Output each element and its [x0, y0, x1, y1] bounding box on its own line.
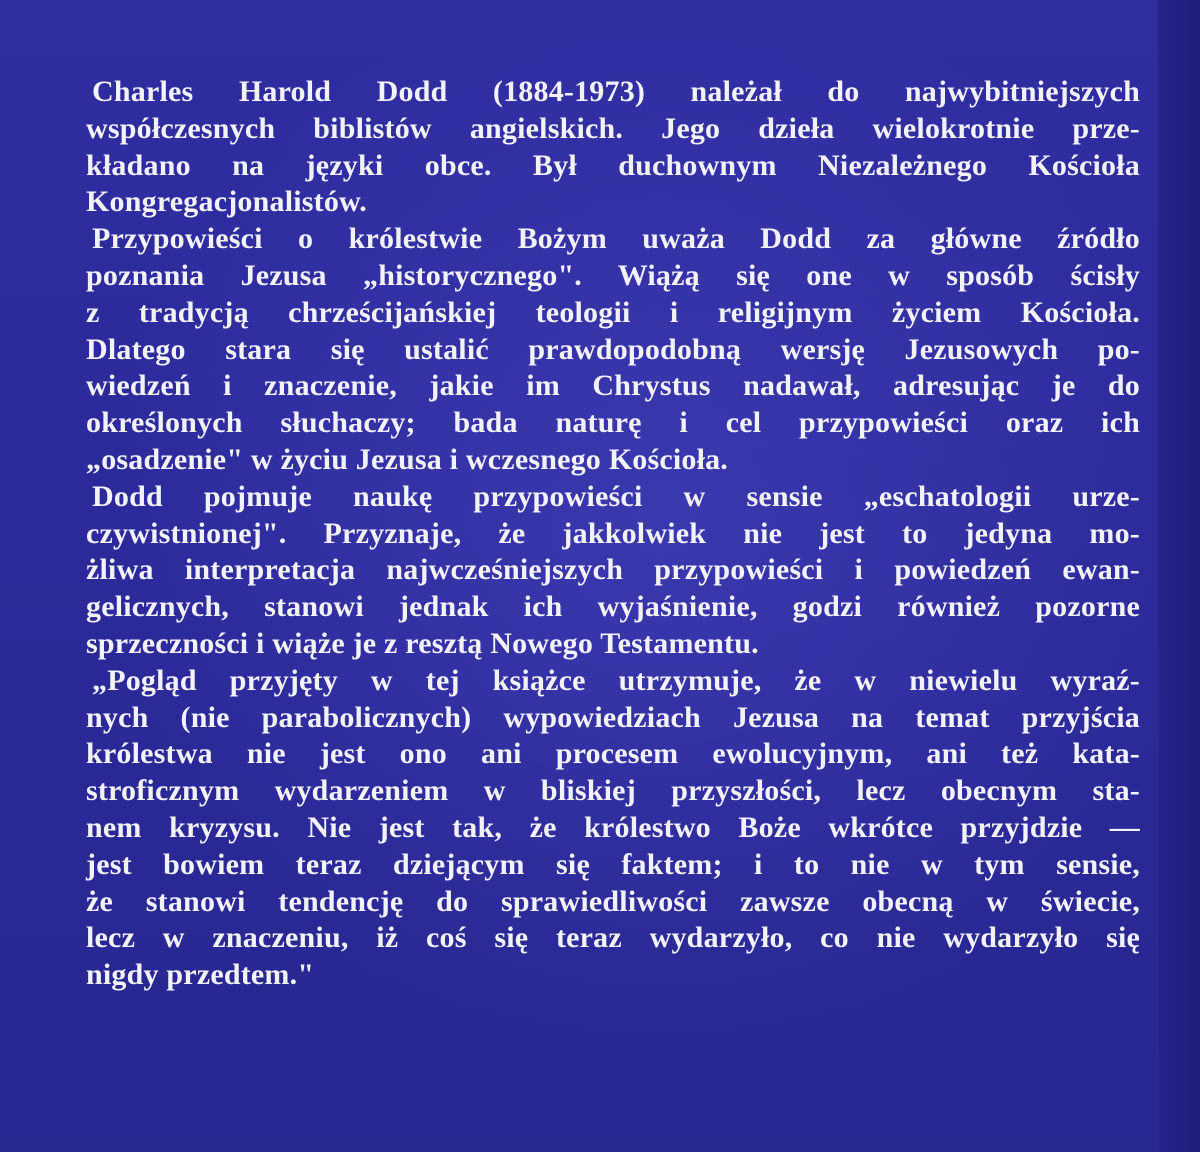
text-line: nigdy przedtem." [86, 958, 315, 992]
blurb-paragraph-1 [86, 74, 1140, 221]
text-line: sprzeczności i wiąże je z resztą Nowego Testamentu. [86, 626, 759, 660]
text-line: Dodd pojmuje naukę przypowieści w sensie „eschatologii urze- [92, 479, 1140, 513]
blurb-paragraph-3 [86, 479, 1140, 663]
blurb-paragraph-4-quote [86, 663, 1140, 994]
text-line: jest bowiem teraz dziejącym się faktem; i to nie w tym sensie, [86, 847, 1140, 881]
text-line: gelicznych, stanowi jednak ich wyjaśnienie, godzi również pozorne [86, 590, 1140, 624]
text-line: Przypowieści o królestwie Bożym uważa Dodd za główne źródło [92, 222, 1140, 256]
text-line: poznania Jezusa „historycznego". Wiążą się one w sposób ścisły [86, 258, 1140, 292]
text-line: królestwa nie jest ono ani procesem ewolucyjnym, ani też kata- [86, 737, 1140, 771]
text-line: „osadzenie" w życiu Jezusa i wczesnego Kościoła. [86, 442, 729, 476]
text-line: określonych słuchaczy; bada naturę i cel przypowieści oraz ich [86, 406, 1140, 440]
text-line: Kongregacjonalistów. [86, 185, 367, 219]
blurb-paragraph-2 [86, 221, 1140, 479]
text-line: lecz w znaczeniu, iż coś się teraz wydarzyło, co nie wydarzyło się [86, 921, 1140, 955]
text-line: z tradycją chrześcijańskiej teologii i religijnym życiem Kościoła. [86, 295, 1140, 329]
text-line: wiedzeń i znaczenie, jakie im Chrystus nadawał, adresując je do [86, 369, 1140, 403]
text-line: czywistnionej". Przyznaje, że jakkolwiek nie jest to jedyna mo- [86, 516, 1140, 550]
text-line: nych (nie parabolicznych) wypowiedziach Jezusa na temat przyjścia [86, 700, 1140, 734]
text-line: Dlatego stara się ustalić prawdopodobną wersję Jezusowych po- [86, 332, 1140, 366]
back-cover-blurb [86, 74, 1140, 994]
text-line: nem kryzysu. Nie jest tak, że królestwo Boże wkrótce przyjdzie — [86, 810, 1140, 844]
text-line: kładano na języki obce. Był duchownym Niezależnego Kościoła [86, 148, 1140, 182]
cover-edge-strip [1157, 0, 1200, 1152]
text-line: że stanowi tendencję do sprawiedliwości zawsze obecną w świecie, [86, 884, 1140, 918]
text-line: stroficznym wydarzeniem w bliskiej przyszłości, lecz obecnym sta- [86, 774, 1140, 808]
text-line: żliwa interpretacja najwcześniejszych przypowieści i powiedzeń ewan- [86, 553, 1140, 587]
text-line: Charles Harold Dodd (1884-1973) należał do najwybitniejszych [92, 75, 1140, 108]
text-line: „Pogląd przyjęty w tej książce utrzymuje, że w niewielu wyraź- [92, 663, 1140, 697]
text-line: współczesnych biblistów angielskich. Jego dzieła wielokrotnie prze- [86, 111, 1140, 145]
